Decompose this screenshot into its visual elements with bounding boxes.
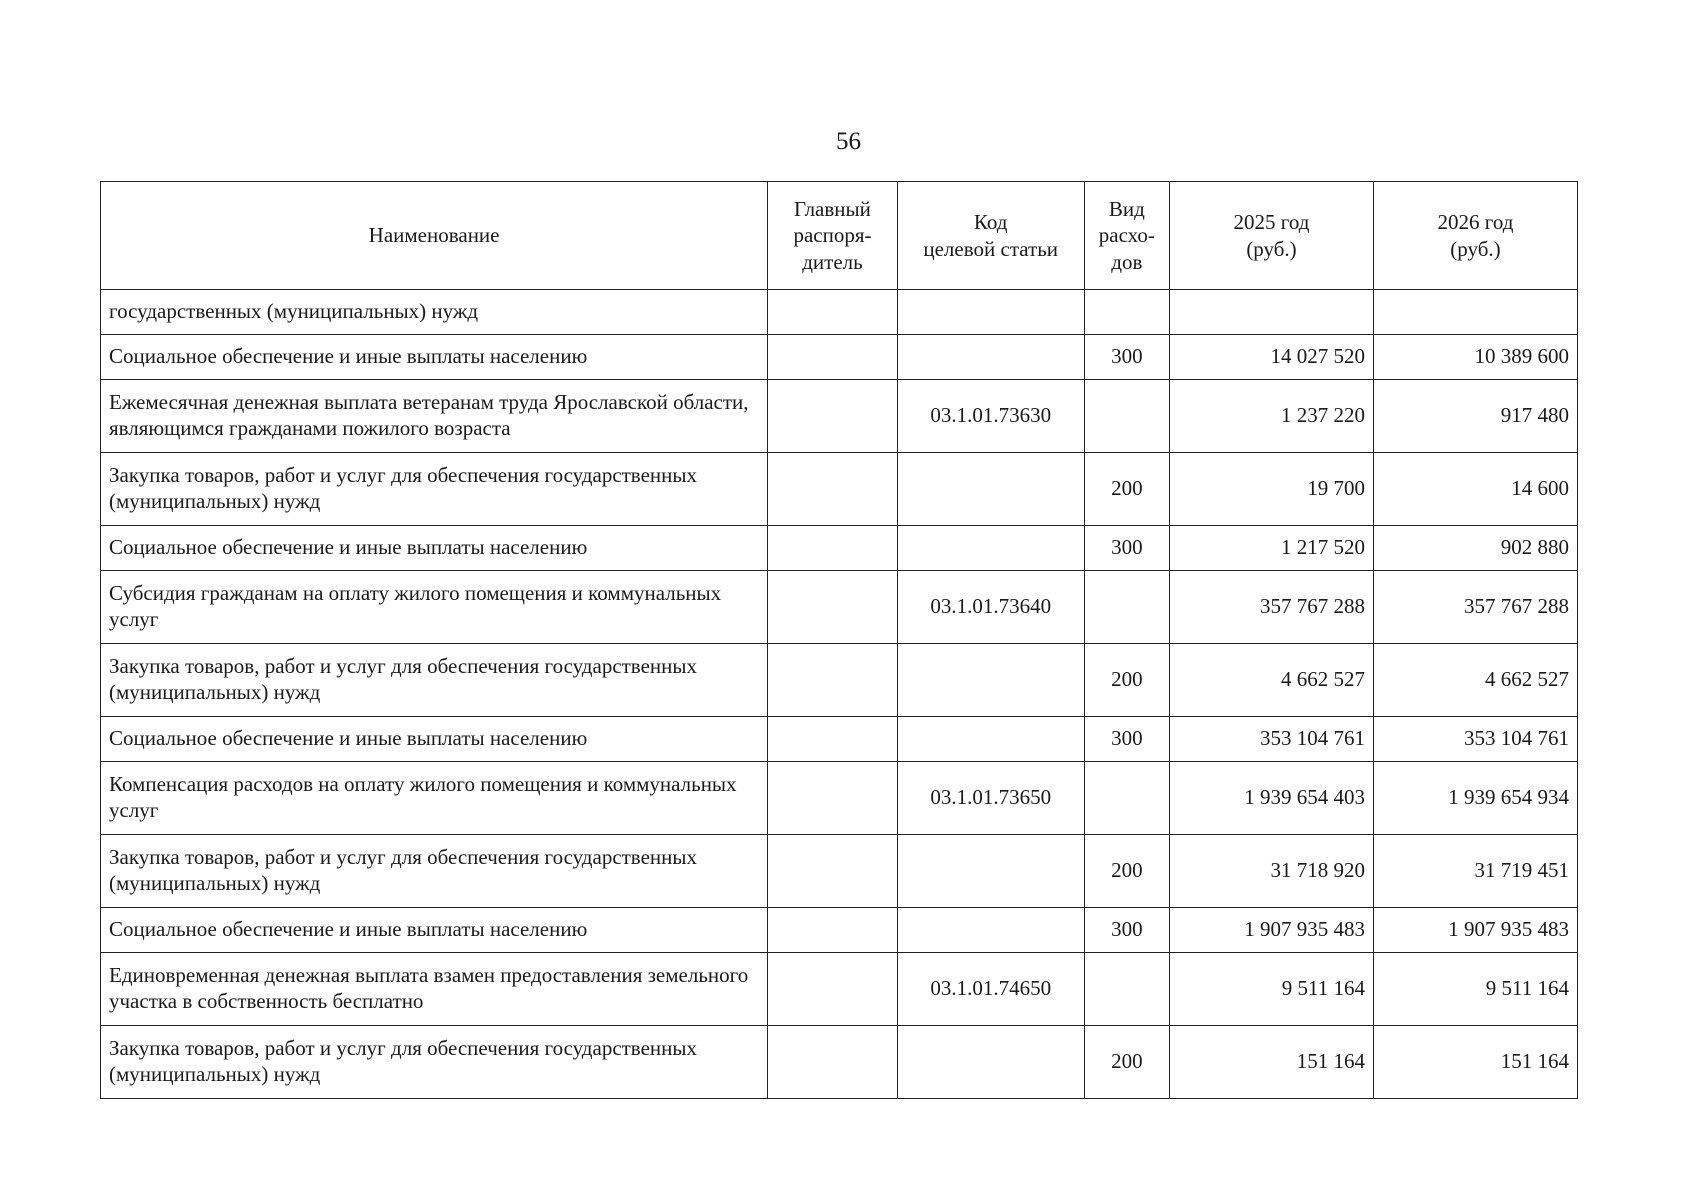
header-name: Наименование xyxy=(101,182,768,290)
cell-year-2026: 9 511 164 xyxy=(1373,953,1577,1026)
cell-year-2026 xyxy=(1373,290,1577,335)
cell-target-code xyxy=(897,644,1084,717)
cell-name: Закупка товаров, работ и услуг для обеспечения государственных (муниципальных) нужд xyxy=(101,453,768,526)
cell-name: Компенсация расходов на оплату жилого помещения и коммунальных услуг xyxy=(101,762,768,835)
header-year-2026: 2026 год (руб.) xyxy=(1373,182,1577,290)
cell-expense-type: 300 xyxy=(1084,335,1169,380)
cell-main-manager xyxy=(768,717,898,762)
table-row xyxy=(101,717,1578,762)
cell-main-manager xyxy=(768,835,898,908)
cell-main-manager xyxy=(768,1026,898,1099)
cell-year-2026: 4 662 527 xyxy=(1373,644,1577,717)
cell-main-manager xyxy=(768,453,898,526)
table-row xyxy=(101,644,1578,717)
cell-main-manager xyxy=(768,762,898,835)
header-expense-type: Вид расхо- дов xyxy=(1084,182,1169,290)
table-row xyxy=(101,571,1578,644)
cell-main-manager xyxy=(768,953,898,1026)
cell-year-2025: 9 511 164 xyxy=(1170,953,1374,1026)
cell-main-manager xyxy=(768,526,898,571)
cell-year-2026: 902 880 xyxy=(1373,526,1577,571)
cell-name: Субсидия гражданам на оплату жилого помещения и коммунальных услуг xyxy=(101,571,768,644)
cell-expense-type xyxy=(1084,380,1169,453)
cell-name: Единовременная денежная выплата взамен предоставления земельного участка в собственность бесплатно xyxy=(101,953,768,1026)
table-row xyxy=(101,526,1578,571)
cell-expense-type xyxy=(1084,762,1169,835)
cell-year-2025: 19 700 xyxy=(1170,453,1374,526)
table-row xyxy=(101,953,1578,1026)
cell-expense-type: 300 xyxy=(1084,908,1169,953)
cell-target-code xyxy=(897,526,1084,571)
cell-main-manager xyxy=(768,571,898,644)
table-row xyxy=(101,762,1578,835)
cell-name: Закупка товаров, работ и услуг для обеспечения государственных (муниципальных) нужд xyxy=(101,1026,768,1099)
cell-name: Социальное обеспечение и иные выплаты населению xyxy=(101,335,768,380)
cell-year-2025: 31 718 920 xyxy=(1170,835,1374,908)
header-target-code: Код целевой статьи xyxy=(897,182,1084,290)
cell-year-2026: 31 719 451 xyxy=(1373,835,1577,908)
table-row xyxy=(101,290,1578,335)
cell-year-2026: 353 104 761 xyxy=(1373,717,1577,762)
cell-main-manager xyxy=(768,335,898,380)
cell-main-manager xyxy=(768,644,898,717)
table-row xyxy=(101,835,1578,908)
cell-name: Социальное обеспечение и иные выплаты населению xyxy=(101,717,768,762)
cell-year-2026: 151 164 xyxy=(1373,1026,1577,1099)
cell-expense-type: 200 xyxy=(1084,453,1169,526)
cell-target-code xyxy=(897,717,1084,762)
cell-target-code xyxy=(897,1026,1084,1099)
cell-year-2025: 353 104 761 xyxy=(1170,717,1374,762)
cell-year-2025: 357 767 288 xyxy=(1170,571,1374,644)
cell-name: Закупка товаров, работ и услуг для обеспечения государственных (муниципальных) нужд xyxy=(101,835,768,908)
cell-expense-type xyxy=(1084,571,1169,644)
cell-target-code: 03.1.01.74650 xyxy=(897,953,1084,1026)
cell-year-2025: 1 939 654 403 xyxy=(1170,762,1374,835)
cell-year-2025 xyxy=(1170,290,1374,335)
cell-target-code: 03.1.01.73650 xyxy=(897,762,1084,835)
cell-expense-type: 200 xyxy=(1084,835,1169,908)
cell-year-2026: 917 480 xyxy=(1373,380,1577,453)
cell-year-2026: 10 389 600 xyxy=(1373,335,1577,380)
cell-name: государственных (муниципальных) нужд xyxy=(101,290,768,335)
cell-name: Ежемесячная денежная выплата ветеранам труда Ярославской области, являющимся гражданами пожилого возраста xyxy=(101,380,768,453)
cell-expense-type xyxy=(1084,953,1169,1026)
header-year-2025: 2025 год (руб.) xyxy=(1170,182,1374,290)
cell-year-2026: 357 767 288 xyxy=(1373,571,1577,644)
budget-table xyxy=(100,181,1578,1099)
table-header-row xyxy=(101,182,1578,290)
cell-year-2026: 1 907 935 483 xyxy=(1373,908,1577,953)
header-main-manager: Главный распоря- дитель xyxy=(768,182,898,290)
cell-main-manager xyxy=(768,380,898,453)
cell-target-code xyxy=(897,453,1084,526)
cell-target-code xyxy=(897,290,1084,335)
cell-expense-type: 300 xyxy=(1084,717,1169,762)
page-number: 56 xyxy=(836,128,861,155)
cell-year-2026: 1 939 654 934 xyxy=(1373,762,1577,835)
cell-target-code: 03.1.01.73640 xyxy=(897,571,1084,644)
cell-year-2025: 4 662 527 xyxy=(1170,644,1374,717)
cell-year-2025: 151 164 xyxy=(1170,1026,1374,1099)
cell-year-2025: 1 217 520 xyxy=(1170,526,1374,571)
cell-year-2025: 1 907 935 483 xyxy=(1170,908,1374,953)
table-row xyxy=(101,335,1578,380)
table-row xyxy=(101,908,1578,953)
cell-main-manager xyxy=(768,290,898,335)
cell-year-2025: 1 237 220 xyxy=(1170,380,1374,453)
cell-name: Закупка товаров, работ и услуг для обеспечения государственных (муниципальных) нужд xyxy=(101,644,768,717)
table-row xyxy=(101,380,1578,453)
table-row xyxy=(101,453,1578,526)
cell-expense-type: 200 xyxy=(1084,644,1169,717)
cell-year-2025: 14 027 520 xyxy=(1170,335,1374,380)
cell-target-code xyxy=(897,835,1084,908)
cell-target-code xyxy=(897,908,1084,953)
cell-name: Социальное обеспечение и иные выплаты населению xyxy=(101,908,768,953)
cell-target-code: 03.1.01.73630 xyxy=(897,380,1084,453)
cell-expense-type: 200 xyxy=(1084,1026,1169,1099)
cell-expense-type xyxy=(1084,290,1169,335)
cell-main-manager xyxy=(768,908,898,953)
cell-name: Социальное обеспечение и иные выплаты населению xyxy=(101,526,768,571)
cell-year-2026: 14 600 xyxy=(1373,453,1577,526)
cell-target-code xyxy=(897,335,1084,380)
table-row xyxy=(101,1026,1578,1099)
cell-expense-type: 300 xyxy=(1084,526,1169,571)
